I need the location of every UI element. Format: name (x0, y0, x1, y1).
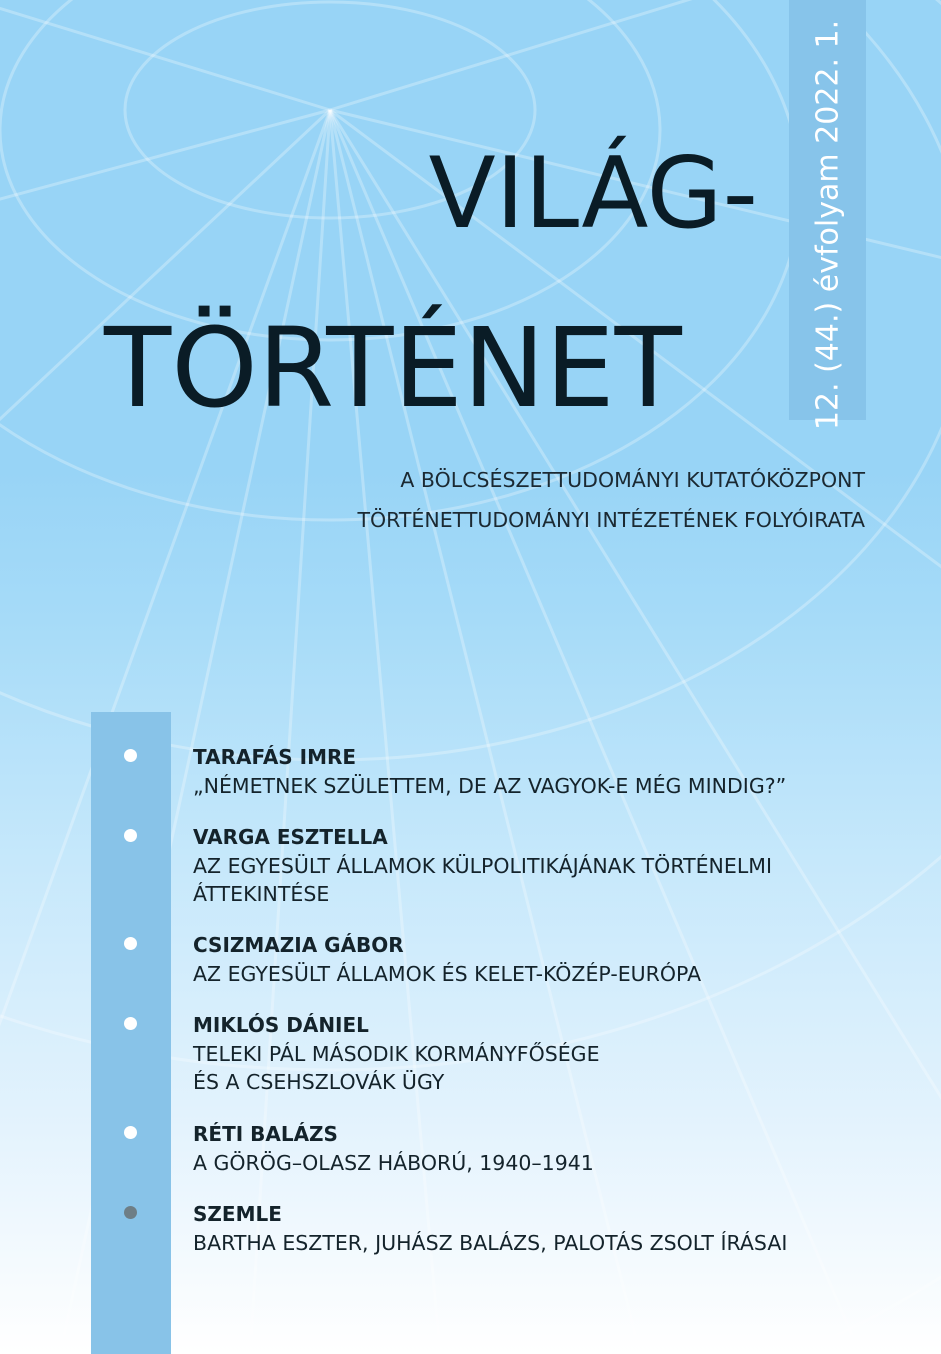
issue-info: 12. (44.) évfolyam 2022. 1. (810, 19, 845, 431)
article-title-line: BARTHA ESZTER, JUHÁSZ BALÁZS, PALOTÁS ZSOLT ÍRÁSAI (193, 1231, 788, 1255)
journal-title-line-1: VILÁG- (428, 137, 758, 251)
article-title (193, 960, 701, 988)
article-author: CSIZMAZIA GÁBOR (193, 933, 404, 957)
article-author: RÉTI BALÁZS (193, 1122, 338, 1146)
bullet-dot-icon (124, 829, 137, 842)
article-title-line: ÉS A CSEHSZLOVÁK ÜGY (193, 1070, 445, 1094)
journal-title-line-2: TÖRTÉNET (104, 304, 682, 432)
bullet-dot-icon (124, 937, 137, 950)
article-title-line: ÁTTEKINTÉSE (193, 882, 330, 906)
article-title-line: AZ EGYESÜLT ÁLLAMOK KÜLPOLITIKÁJÁNAK TÖRTÉNELMI (193, 854, 772, 878)
article-author: MIKLÓS DÁNIEL (193, 1013, 369, 1037)
article-author: TARAFÁS IMRE (193, 745, 357, 769)
article-title (193, 1229, 787, 1257)
contents-bar (91, 712, 171, 1354)
article-title (193, 772, 786, 800)
article-title (193, 1149, 594, 1177)
article-title-line: „NÉMETNEK SZÜLETTEM, DE AZ VAGYOK-E MÉG MINDIG?” (193, 774, 787, 798)
article-author: VARGA ESZTELLA (193, 825, 388, 849)
spine-band (789, 0, 866, 431)
publisher-line-1: A BÖLCSÉSZETTUDOMÁNYI KUTATÓKÖZPONT (400, 468, 865, 492)
bullet-dot-icon (124, 1017, 137, 1030)
article-title-line: TELEKI PÁL MÁSODIK KORMÁNYFŐSÉGE (193, 1042, 600, 1066)
bullet-dot-icon (124, 1126, 137, 1139)
section-name: SZEMLE (193, 1202, 282, 1226)
bullet-dot-icon (124, 749, 137, 762)
publisher-line-2: TÖRTÉNETTUDOMÁNYI INTÉZETÉNEK FOLYÓIRATA (357, 508, 865, 532)
article-title (193, 1040, 600, 1096)
article-title (193, 852, 772, 908)
bullet-dot-icon (124, 1206, 137, 1219)
article-title-line: AZ EGYESÜLT ÁLLAMOK ÉS KELET-KÖZÉP-EURÓPA (193, 962, 702, 986)
article-title-line: A GÖRÖG–OLASZ HÁBORÚ, 1940–1941 (193, 1151, 594, 1175)
